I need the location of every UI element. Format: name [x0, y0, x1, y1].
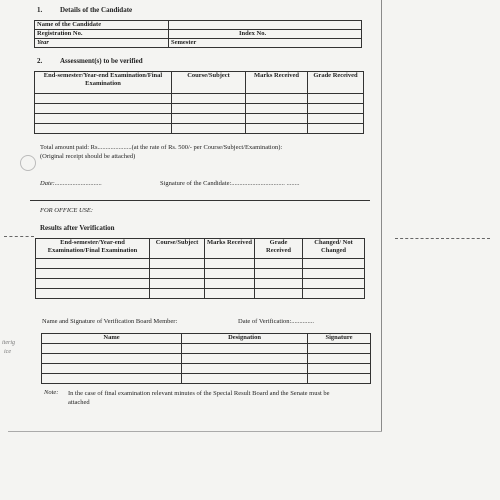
table-row	[42, 354, 371, 364]
index-label: Index No.	[169, 30, 362, 39]
semester-label: Semester	[169, 39, 362, 48]
assessment-header-exam: End-semester/Year-end Examination/Final Examination	[35, 72, 172, 94]
results-title: Results after Verification	[40, 224, 115, 232]
table-row	[36, 279, 365, 289]
board-header-signature: Signature	[308, 334, 371, 344]
registration-label: Registration No.	[35, 30, 169, 39]
payment-line: Total amount paid: Rs.....................(at the rate of Rs. 500/- per Course/Subject/Examination):	[40, 144, 283, 151]
results-header-marks: Marks Received	[205, 239, 255, 259]
page-edge-line	[381, 0, 382, 432]
table-row	[36, 259, 365, 269]
note-label: Note:	[44, 389, 59, 396]
assessment-header-grade: Grade Received	[308, 72, 364, 94]
assessment-table	[34, 71, 364, 134]
section1-number: 1.	[37, 6, 43, 14]
separator-line	[30, 200, 370, 201]
scan-mark	[395, 238, 490, 239]
table-row	[35, 124, 364, 134]
results-table	[35, 238, 365, 299]
board-header-designation: Designation	[182, 334, 308, 344]
table-row	[42, 344, 371, 354]
page-bottom-line	[8, 431, 382, 432]
candidate-name-label: Name of the Candidate	[35, 21, 169, 30]
note-text: In the case of final examination relevant minutes of the Special Result Board and the Senate must be attached	[68, 390, 330, 406]
table-row	[35, 94, 364, 104]
margin-mark-2: ice	[4, 349, 11, 355]
punch-hole	[20, 155, 36, 171]
scan-mark	[4, 236, 34, 237]
table-row	[42, 374, 371, 384]
board-header-name: Name	[42, 334, 182, 344]
year-label: Year	[35, 39, 169, 48]
candidate-signature: Signature of the Candidate:................................. ........	[160, 180, 300, 187]
candidate-details-table	[34, 20, 362, 48]
assessment-header-course: Course/Subject	[172, 72, 246, 94]
section2-number: 2.	[37, 57, 43, 65]
results-header-course: Course/Subject	[150, 239, 205, 259]
assessment-header-marks: Marks Received	[246, 72, 308, 94]
candidate-name-value[interactable]	[169, 21, 362, 30]
board-member-label: Name and Signature of Verification Board Member:	[42, 318, 178, 325]
section1-title: Details of the Candidate	[60, 6, 133, 14]
table-row	[35, 114, 364, 124]
candidate-date: Date:.............................	[40, 180, 102, 187]
section2-title: Assessment(s) to be verified	[60, 57, 143, 65]
margin-mark-1: iterig	[2, 340, 15, 346]
table-row	[36, 289, 365, 299]
results-header-exam: End-semester/Year-end Examination/Final Examination	[36, 239, 150, 259]
results-header-grade: Grade Received	[255, 239, 303, 259]
verification-date: Date of Verification:..............	[238, 318, 315, 325]
table-row	[42, 364, 371, 374]
board-table	[41, 333, 371, 384]
receipt-note: (Original receipt should be attached)	[40, 153, 136, 160]
office-use-title: FOR OFFICE USE:	[40, 207, 94, 214]
table-row	[36, 269, 365, 279]
table-row	[35, 104, 364, 114]
results-header-changed: Changed/ Not Changed	[303, 239, 365, 259]
